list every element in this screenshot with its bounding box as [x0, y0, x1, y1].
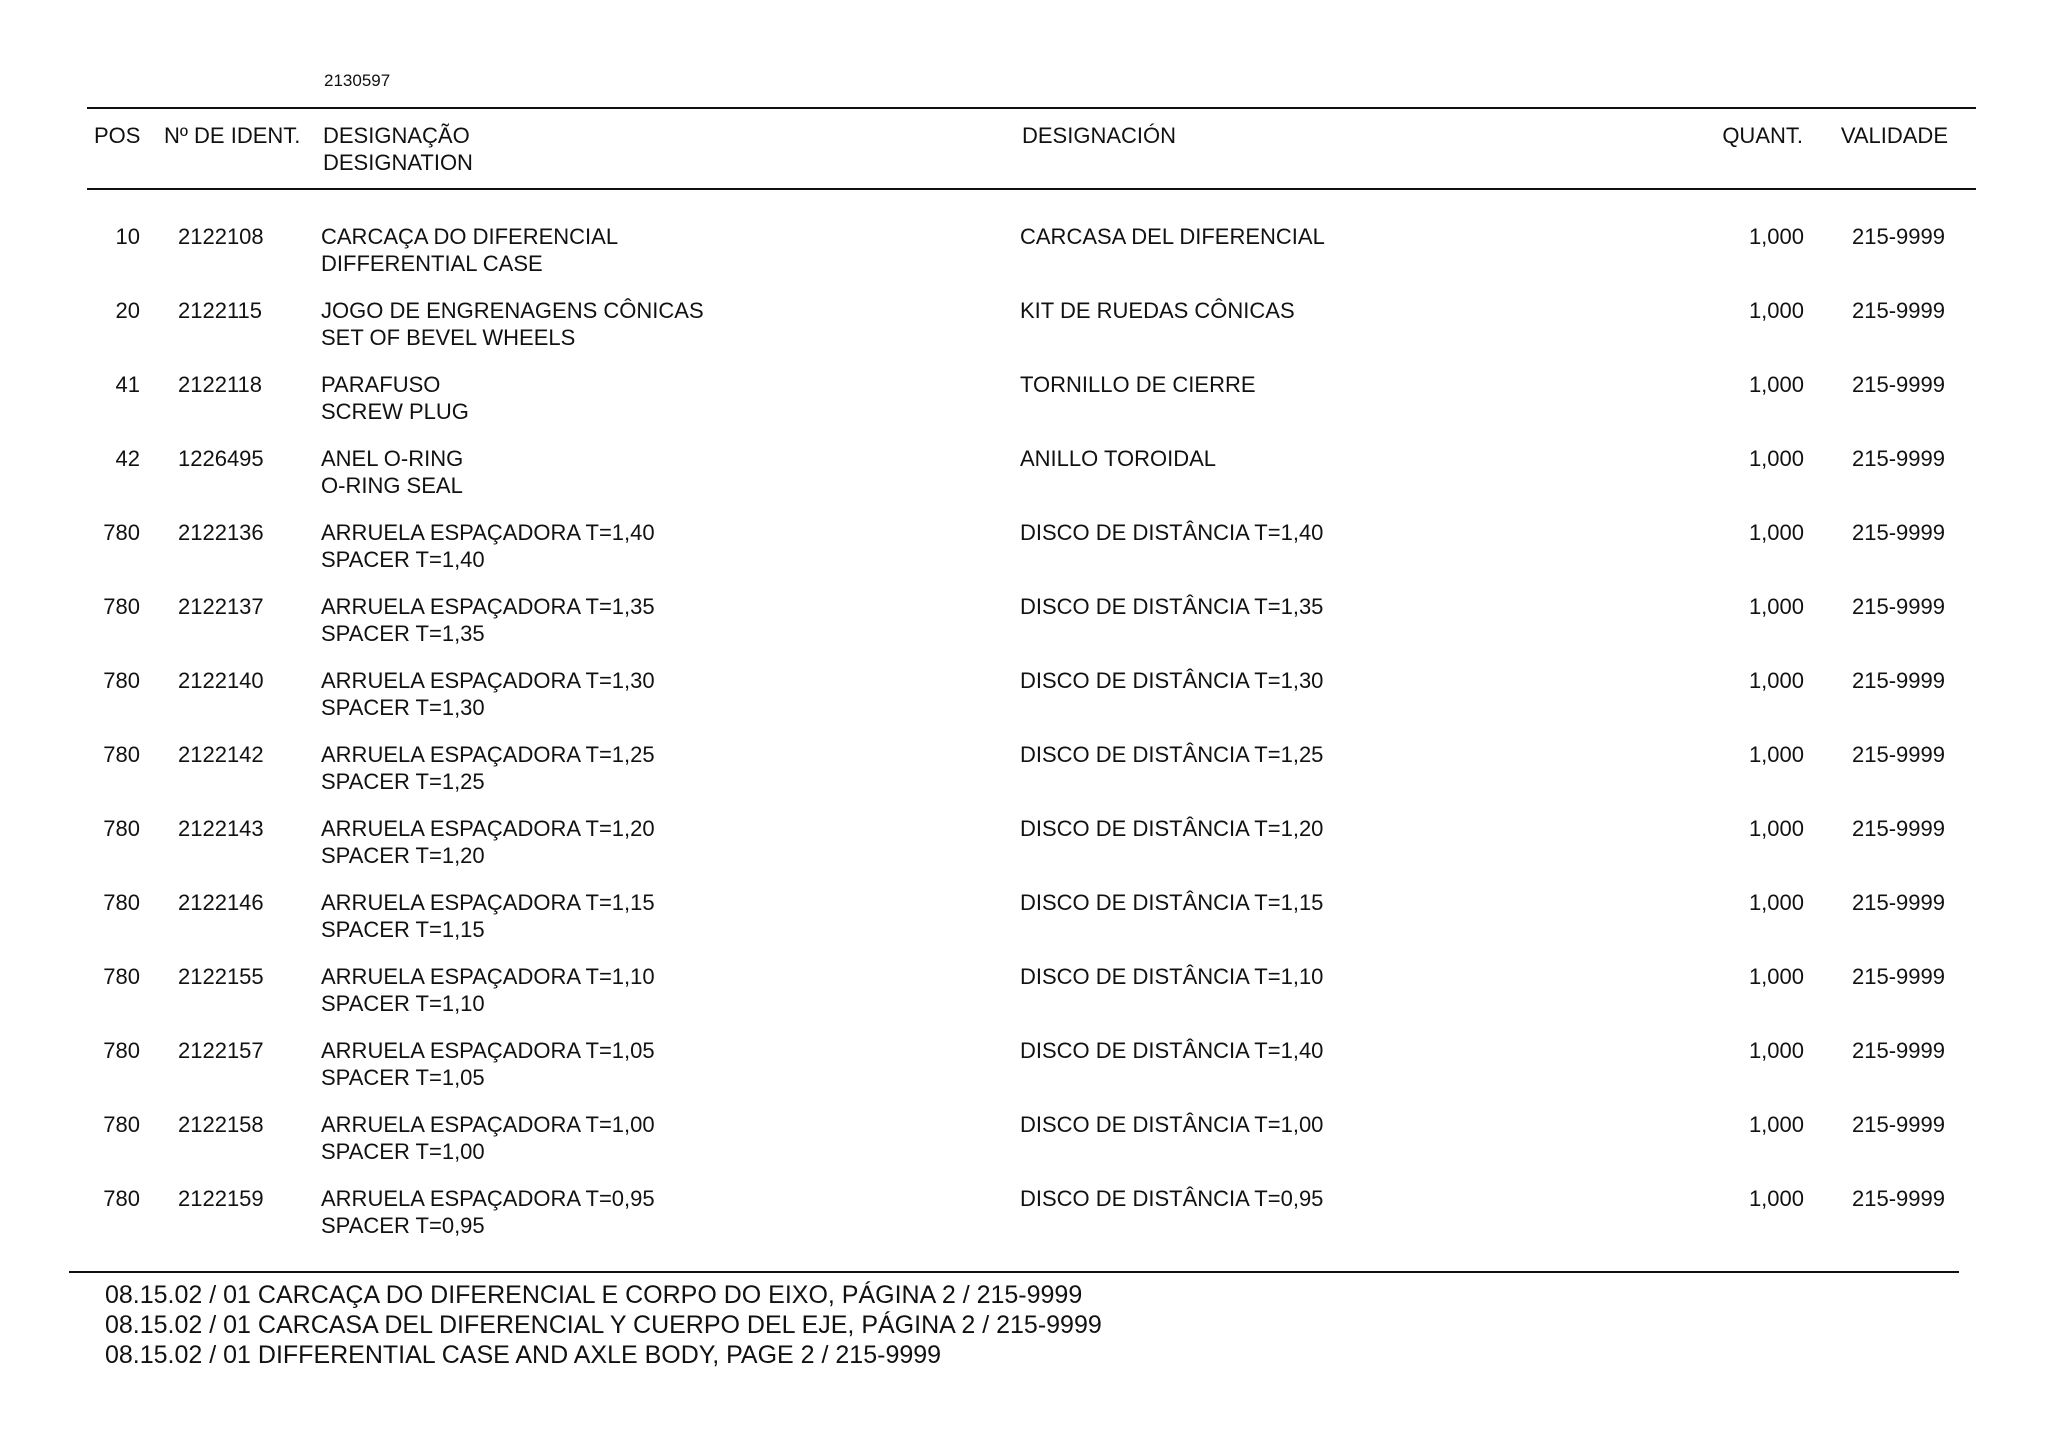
footer	[105, 1280, 1102, 1370]
parts-table	[0, 223, 2048, 1259]
cell-validity: 215-9999	[1852, 1112, 1945, 1137]
table-row	[0, 889, 2048, 963]
cell-ident: 2122157	[178, 1038, 264, 1063]
cell-designation-en: SPACER T=1,30	[321, 695, 485, 720]
header-ident: Nº DE IDENT.	[164, 123, 301, 148]
cell-pos: 780	[103, 668, 140, 693]
cell-designation-es: DISCO DE DISTÂNCIA T=1,10	[1020, 964, 1324, 989]
cell-designation-en: SPACER T=1,40	[321, 547, 485, 572]
cell-designation-en: SPACER T=0,95	[321, 1213, 485, 1238]
cell-validity: 215-9999	[1852, 298, 1945, 323]
cell-ident: 2122159	[178, 1186, 264, 1211]
cell-ident: 2122136	[178, 520, 264, 545]
cell-designation	[321, 741, 655, 795]
cell-ident: 2122108	[178, 224, 264, 249]
cell-designation-pt: ARRUELA ESPAÇADORA T=1,20	[321, 816, 655, 841]
cell-pos: 780	[103, 964, 140, 989]
header-designation	[323, 122, 473, 176]
table-row	[0, 815, 2048, 889]
cell-designation-pt: ARRUELA ESPAÇADORA T=1,25	[321, 742, 655, 767]
cell-designation-es: TORNILLO DE CIERRE	[1020, 372, 1256, 397]
cell-ident: 2122137	[178, 594, 264, 619]
cell-pos: 41	[115, 372, 140, 397]
cell-designation-en: DIFFERENTIAL CASE	[321, 251, 543, 276]
cell-designation-en: SPACER T=1,20	[321, 843, 485, 868]
cell-designation-pt: CARCAÇA DO DIFERENCIAL	[321, 224, 619, 249]
table-row	[0, 371, 2048, 445]
cell-designation-es: DISCO DE DISTÂNCIA T=1,40	[1020, 520, 1324, 545]
cell-designation	[321, 223, 618, 277]
cell-designation-es: CARCASA DEL DIFERENCIAL	[1020, 224, 1325, 249]
cell-pos: 780	[103, 890, 140, 915]
cell-designation-pt: PARAFUSO	[321, 372, 441, 397]
cell-designation	[321, 889, 655, 943]
cell-pos: 20	[115, 298, 140, 323]
cell-designation	[321, 1037, 655, 1091]
cell-quant: 1,000	[1748, 1186, 1804, 1211]
cell-designation-pt: ARRUELA ESPAÇADORA T=1,15	[321, 890, 655, 915]
table-header	[0, 122, 2048, 182]
cell-designation-pt: ARRUELA ESPAÇADORA T=1,40	[321, 520, 655, 545]
cell-ident: 2122143	[178, 816, 264, 841]
cell-ident: 2122146	[178, 890, 264, 915]
cell-quant: 1,000	[1748, 964, 1804, 989]
table-row	[0, 445, 2048, 519]
cell-designation-pt: ARRUELA ESPAÇADORA T=1,00	[321, 1112, 655, 1137]
table-row	[0, 1037, 2048, 1111]
cell-designation-en: SPACER T=1,25	[321, 769, 485, 794]
cell-designation-es: DISCO DE DISTÂNCIA T=1,20	[1020, 816, 1324, 841]
cell-ident: 1226495	[178, 446, 264, 471]
table-row	[0, 297, 2048, 371]
table-row	[0, 593, 2048, 667]
cell-designation-pt: JOGO DE ENGRENAGENS CÔNICAS	[321, 298, 704, 323]
footer-line-en: 08.15.02 / 01 DIFFERENTIAL CASE AND AXLE BODY, PAGE 2 / 215-9999	[105, 1341, 942, 1369]
cell-designation-pt: ARRUELA ESPAÇADORA T=1,35	[321, 594, 655, 619]
header-top-rule	[87, 107, 1976, 109]
cell-pos: 780	[103, 594, 140, 619]
cell-designation	[321, 371, 469, 425]
cell-designation-en: O-RING SEAL	[321, 473, 463, 498]
table-row	[0, 1185, 2048, 1259]
cell-designation-pt: ARRUELA ESPAÇADORA T=0,95	[321, 1186, 655, 1211]
cell-designation	[321, 1185, 655, 1239]
cell-validity: 215-9999	[1852, 372, 1945, 397]
cell-designation	[321, 815, 655, 869]
cell-pos: 10	[115, 224, 140, 249]
cell-ident: 2122142	[178, 742, 264, 767]
cell-designation-pt: ANEL O-RING	[321, 446, 464, 471]
header-pos: POS	[94, 123, 141, 148]
cell-quant: 1,000	[1748, 816, 1804, 841]
cell-designation	[321, 963, 655, 1017]
cell-designation-es: DISCO DE DISTÂNCIA T=1,00	[1020, 1112, 1324, 1137]
cell-designation-pt: ARRUELA ESPAÇADORA T=1,10	[321, 964, 655, 989]
cell-ident: 2122140	[178, 668, 264, 693]
cell-designation-es: ANILLO TOROIDAL	[1020, 446, 1217, 471]
cell-designation-en: SCREW PLUG	[321, 399, 469, 424]
cell-validity: 215-9999	[1852, 446, 1945, 471]
cell-quant: 1,000	[1748, 742, 1804, 767]
header-designacion: DESIGNACIÓN	[1022, 123, 1177, 148]
cell-pos: 780	[103, 1112, 140, 1137]
cell-designation	[321, 297, 704, 351]
cell-designation-en: SPACER T=1,05	[321, 1065, 485, 1090]
footer-line-pt: 08.15.02 / 01 CARCAÇA DO DIFERENCIAL E CORPO DO EIXO, PÁGINA 2 / 215-9999	[105, 1281, 1083, 1309]
cell-designation-en: SPACER T=1,15	[321, 917, 485, 942]
table-row	[0, 519, 2048, 593]
cell-pos: 780	[103, 742, 140, 767]
cell-designation-es: DISCO DE DISTÂNCIA T=1,35	[1020, 594, 1324, 619]
cell-designation-es: DISCO DE DISTÂNCIA T=1,40	[1020, 1038, 1324, 1063]
footer-line-es: 08.15.02 / 01 CARCASA DEL DIFERENCIAL Y CUERPO DEL EJE, PÁGINA 2 / 215-9999	[105, 1311, 1102, 1339]
cell-designation-en: SPACER T=1,10	[321, 991, 485, 1016]
cell-pos: 780	[103, 1038, 140, 1063]
cell-validity: 215-9999	[1852, 890, 1945, 915]
cell-designation	[321, 519, 655, 573]
cell-designation-es: DISCO DE DISTÂNCIA T=1,15	[1020, 890, 1324, 915]
cell-ident: 2122115	[178, 298, 263, 323]
cell-quant: 1,000	[1748, 372, 1804, 397]
cell-validity: 215-9999	[1852, 668, 1945, 693]
cell-quant: 1,000	[1748, 668, 1804, 693]
header-quant: QUANT.	[1722, 123, 1803, 148]
cell-pos: 42	[115, 446, 140, 471]
cell-validity: 215-9999	[1852, 520, 1945, 545]
cell-pos: 780	[103, 1186, 140, 1211]
cell-designation	[321, 667, 655, 721]
cell-designation-es: KIT DE RUEDAS CÔNICAS	[1020, 298, 1295, 323]
cell-quant: 1,000	[1748, 520, 1804, 545]
document-number: 2130597	[324, 71, 391, 90]
cell-designation	[321, 1111, 655, 1165]
cell-validity: 215-9999	[1852, 1038, 1945, 1063]
cell-validity: 215-9999	[1852, 964, 1945, 989]
cell-quant: 1,000	[1748, 1038, 1804, 1063]
table-row	[0, 741, 2048, 815]
cell-quant: 1,000	[1748, 1112, 1804, 1137]
cell-pos: 780	[103, 816, 140, 841]
cell-designation	[321, 445, 463, 499]
table-row	[0, 963, 2048, 1037]
header-designation-en: DESIGNATION	[323, 150, 473, 175]
cell-quant: 1,000	[1748, 298, 1804, 323]
cell-quant: 1,000	[1748, 446, 1804, 471]
cell-quant: 1,000	[1748, 890, 1804, 915]
footer-rule	[69, 1271, 1959, 1273]
cell-validity: 215-9999	[1852, 594, 1945, 619]
cell-quant: 1,000	[1748, 224, 1804, 249]
cell-designation-es: DISCO DE DISTÂNCIA T=0,95	[1020, 1186, 1324, 1211]
cell-designation-pt: ARRUELA ESPAÇADORA T=1,05	[321, 1038, 655, 1063]
header-validade: VALIDADE	[1840, 123, 1948, 148]
cell-designation-es: DISCO DE DISTÂNCIA T=1,30	[1020, 668, 1324, 693]
table-row	[0, 667, 2048, 741]
cell-ident: 2122158	[178, 1112, 264, 1137]
cell-validity: 215-9999	[1852, 742, 1945, 767]
cell-designation	[321, 593, 655, 647]
cell-designation-pt: ARRUELA ESPAÇADORA T=1,30	[321, 668, 655, 693]
cell-designation-en: SPACER T=1,35	[321, 621, 485, 646]
table-row	[0, 1111, 2048, 1185]
cell-designation-en: SPACER T=1,00	[321, 1139, 485, 1164]
header-bottom-rule	[87, 188, 1976, 190]
cell-validity: 215-9999	[1852, 1186, 1945, 1211]
header-designacao: DESIGNAÇÃO	[323, 123, 470, 148]
cell-quant: 1,000	[1748, 594, 1804, 619]
cell-ident: 2122118	[178, 372, 263, 397]
cell-pos: 780	[103, 520, 140, 545]
cell-validity: 215-9999	[1852, 224, 1945, 249]
table-row	[0, 223, 2048, 297]
cell-designation-es: DISCO DE DISTÂNCIA T=1,25	[1020, 742, 1324, 767]
cell-validity: 215-9999	[1852, 816, 1945, 841]
cell-designation-en: SET OF BEVEL WHEELS	[321, 325, 576, 350]
cell-ident: 2122155	[178, 964, 264, 989]
